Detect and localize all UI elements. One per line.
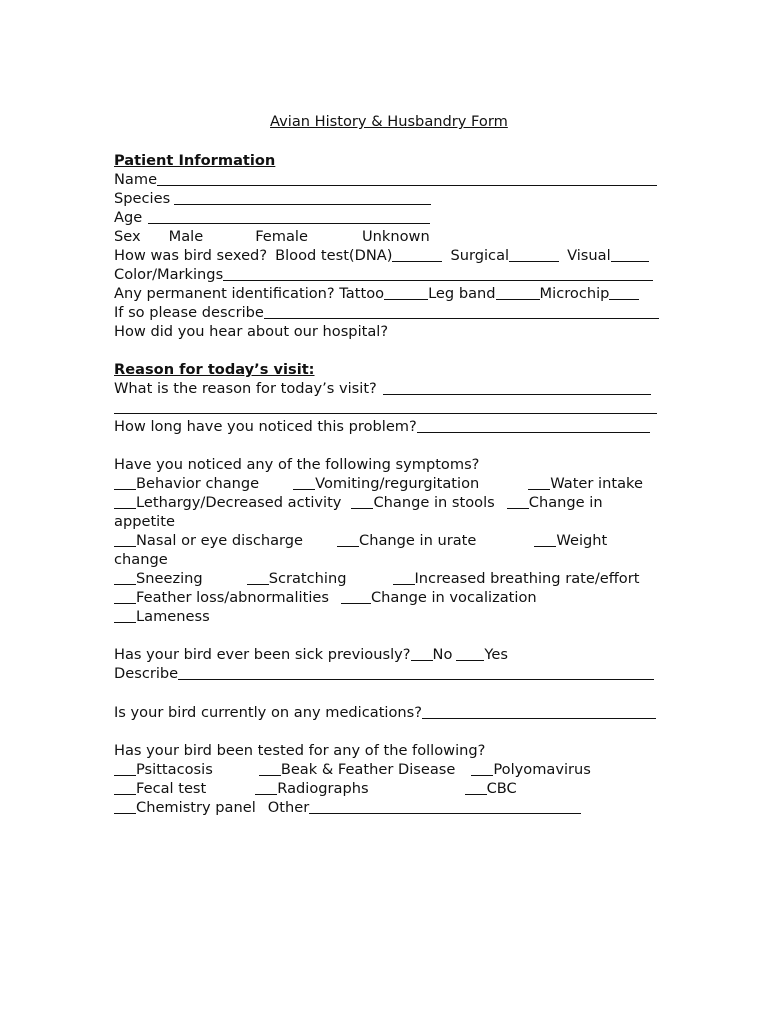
vomiting-label: Vomiting/regurgitation [315,475,480,492]
radiographs-check[interactable] [255,780,277,795]
name-label: Name [114,171,158,188]
breathing-check[interactable] [393,570,415,585]
polyomavirus-check[interactable] [471,761,493,776]
tests-row-1 [114,760,591,779]
perm-id-row [114,284,639,303]
fecal-label: Fecal test [136,780,207,797]
stools-label: Change in stools [373,494,495,511]
age-field[interactable] [148,209,430,224]
reason-row-2 [114,398,657,417]
how-long-question: How long have you noticed this problem? [114,418,417,435]
sneezing-label: Sneezing [136,570,203,587]
surgical-field[interactable] [509,247,559,262]
chemistry-label: Chemistry panel [136,799,256,816]
name-row [114,170,657,189]
other-label: Other [267,799,310,816]
beak-feather-check[interactable] [259,761,281,776]
tests-question: Has your bird been tested for any of the following? [114,742,486,759]
feather-check[interactable] [114,589,136,604]
sex-label: Sex [114,228,141,245]
describe-label: If so please describe [114,304,264,321]
symptoms-question: Have you noticed any of the following symptoms? [114,456,480,473]
species-label: Species [114,190,171,207]
nasal-label: Nasal or eye discharge [136,532,304,549]
symptoms-row-2 [114,493,603,512]
other-field[interactable] [309,799,581,814]
sick-no-check[interactable] [411,646,433,661]
leg-band-field[interactable] [496,285,540,300]
color-field[interactable] [223,266,653,281]
microchip-label: Microchip [539,285,610,302]
vocalization-check[interactable] [341,589,371,604]
symptoms-row-3b [114,550,168,569]
weight-label: Weight [556,532,608,549]
appetite-check[interactable] [507,494,529,509]
medications-field[interactable] [422,704,656,719]
sex-female-option[interactable]: Female [255,228,308,245]
tests-question-row [114,741,485,760]
sex-row [114,227,430,246]
symptoms-row-1 [114,474,643,493]
fecal-check[interactable] [114,780,136,795]
hear-question: How did you hear about our hospital? [114,323,389,340]
beak-feather-label: Beak & Feather Disease [280,761,456,778]
symptoms-row-5 [114,588,537,607]
form-title: Avian History & Husbandry Form [270,113,508,130]
describe-row [114,303,659,322]
sick-describe-row [114,664,654,683]
sick-no-label: No [432,646,453,663]
color-row [114,265,653,284]
reason-field[interactable] [383,380,651,395]
reason-row [114,379,651,398]
tests-row-2 [114,779,517,798]
vomiting-check[interactable] [293,475,315,490]
microchip-field[interactable] [609,285,639,300]
medications-question: Is your bird currently on any medications? [114,704,423,721]
symptoms-row-6 [114,607,210,626]
perm-id-label: Any permanent identification? Tattoo [114,285,385,302]
water-check[interactable] [528,475,550,490]
vocalization-label: Change in vocalization [370,589,537,606]
chemistry-check[interactable] [114,799,136,814]
age-label: Age [114,209,143,226]
nasal-check[interactable] [114,532,136,547]
breathing-label: Increased breathing rate/effort [414,570,640,587]
dna-label: Blood test(DNA) [275,247,393,264]
weight-check[interactable] [534,532,556,547]
reason-question: What is the reason for today’s visit? [114,380,377,397]
how-long-row [114,417,650,436]
polyomavirus-label: Polyomavirus [493,761,591,778]
reason-field-continued[interactable] [114,399,657,414]
visual-label: Visual [567,247,611,264]
scratching-check[interactable] [247,570,269,585]
how-long-field[interactable] [417,418,650,433]
symptoms-question-row [114,455,479,474]
stools-check[interactable] [351,494,373,509]
behavior-check[interactable] [114,475,136,490]
lameness-label: Lameness [136,608,210,625]
psittacosis-label: Psittacosis [136,761,213,778]
leg-band-label: Leg band [428,285,496,302]
hear-row [114,322,388,341]
lethargy-label: Lethargy/Decreased activity [136,494,342,511]
dna-field[interactable] [392,247,442,262]
radiographs-label: Radiographs [277,780,369,797]
appetite-label: Change in [528,494,603,511]
visual-field[interactable] [611,247,649,262]
sexed-row [114,246,649,265]
lameness-check[interactable] [114,608,136,623]
psittacosis-check[interactable] [114,761,136,776]
appetite-label-continued: appetite [114,513,175,530]
sneezing-check[interactable] [114,570,136,585]
behavior-label: Behavior change [136,475,260,492]
sick-describe-field[interactable] [178,665,654,680]
name-field[interactable] [157,171,657,186]
scratching-label: Scratching [268,570,347,587]
tests-row-3 [114,798,581,817]
symptoms-row-2b [114,512,175,531]
sick-yes-label: Yes [484,646,508,663]
tattoo-field[interactable] [384,285,428,300]
patient-information-heading: Patient Information [114,152,276,169]
species-row [114,189,431,208]
lethargy-check[interactable] [114,494,136,509]
color-label: Color/Markings [114,266,224,283]
sick-yes-check[interactable] [456,646,484,661]
symptoms-row-3 [114,531,607,550]
cbc-check[interactable] [465,780,487,795]
sexed-question: How was bird sexed? [114,247,268,264]
sex-male-option[interactable]: Male [168,228,204,245]
medications-row [114,703,656,722]
water-label: Water intake [550,475,643,492]
sex-unknown-option[interactable]: Unknown [361,228,430,245]
surgical-label: Surgical [450,247,510,264]
sick-question: Has your bird ever been sick previously? [114,646,411,663]
urate-check[interactable] [337,532,359,547]
weight-label-continued: change [114,551,168,568]
age-row [114,208,430,227]
sick-describe-label: Describe [114,665,179,682]
feather-label: Feather loss/abnormalities [136,589,329,606]
reason-heading: Reason for today’s visit: [114,361,315,378]
species-field[interactable] [174,190,431,205]
urate-label: Change in urate [359,532,477,549]
symptoms-row-4 [114,569,639,588]
sick-row [114,645,508,664]
describe-field[interactable] [264,304,659,319]
cbc-label: CBC [486,780,517,797]
